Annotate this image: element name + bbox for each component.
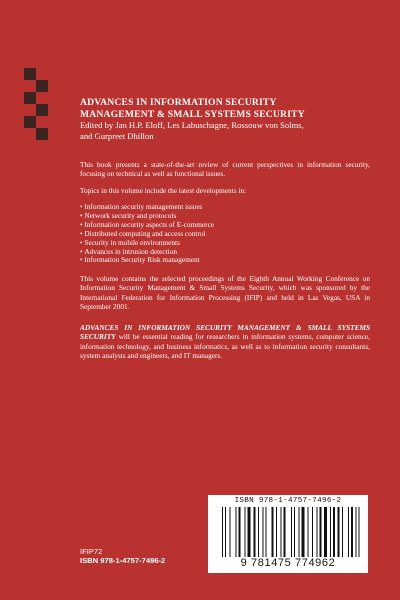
decor-square	[36, 104, 48, 116]
barcode-digits-left: 781475	[251, 557, 292, 569]
barcode-bar	[356, 507, 357, 557]
closing-text: will be essential reading for researchers in information systems, computer science, information technology, and business informatics, as well as to information security consultants, system analysts and engineers, and IT managers.	[80, 332, 370, 360]
decor-square	[24, 92, 36, 104]
barcode-bar	[248, 507, 251, 557]
barcode-bar	[308, 507, 309, 557]
barcode-bar	[317, 507, 318, 557]
barcode-digit-first: 9	[240, 557, 248, 569]
topics-intro: Topics in this volume include the latest developments in:	[80, 186, 247, 195]
intro-paragraph: This book presents a state-of-the-art review of current perspectives in information security, focusing on technical as well as functional issues.	[80, 160, 370, 179]
barcode-bar	[254, 507, 256, 557]
book-title-line: ADVANCES IN INFORMATION SECURITY	[80, 97, 277, 108]
barcode-bars	[220, 507, 360, 557]
barcode-bar	[281, 507, 282, 557]
barcode-bar	[284, 507, 286, 557]
closing-paragraph	[80, 323, 370, 360]
barcode-bar	[263, 507, 264, 557]
isbn-number: ISBN 978-1-4757-7496-2	[80, 556, 166, 565]
barcode-bar	[342, 507, 343, 557]
barcode-bar	[272, 507, 274, 557]
barcode-bar	[299, 507, 300, 557]
barcode-bar	[312, 507, 313, 557]
barcode-bar	[302, 507, 305, 557]
book-title-line: MANAGEMENT & SMALL SYSTEMS SECURITY	[80, 108, 305, 120]
topic-item: • Network security and protocols	[80, 212, 214, 221]
barcode-bar	[236, 507, 237, 557]
decor-square	[36, 128, 48, 140]
topic-item: • Distributed computing and access control	[80, 230, 214, 239]
barcode-bar	[258, 507, 259, 557]
closing-title: ADVANCES IN INFORMATION SECURITY MANAGEMENT & SMALL SYSTEMS SECURITY	[80, 323, 370, 342]
barcode-bar	[294, 507, 295, 557]
barcode-digits-right: 774962	[295, 557, 336, 569]
book-title	[80, 97, 380, 120]
topic-item: • Security in mobile environments	[80, 239, 214, 248]
barcode-bar	[333, 507, 335, 557]
barcode-bar	[276, 507, 277, 557]
decor-square	[36, 80, 48, 92]
barcode-bar	[225, 507, 226, 557]
topic-item: • Information security management issues	[80, 203, 214, 212]
decor-square	[24, 68, 36, 80]
topics-list	[80, 203, 214, 265]
series-code: IFIP72	[80, 547, 103, 556]
barcode-bar	[239, 507, 241, 557]
barcode-bar	[230, 507, 231, 557]
barcode-bar	[338, 507, 340, 557]
barcode-bar	[330, 507, 331, 557]
barcode-digits	[212, 557, 364, 570]
barcode-bar	[348, 507, 349, 557]
barcode-bar	[222, 507, 223, 557]
barcode-bar	[266, 507, 267, 557]
editors-line: and Gurpreet Dhillon	[80, 131, 154, 141]
editors	[80, 120, 380, 142]
barcode-bar	[359, 507, 360, 557]
barcode-bar	[320, 507, 322, 557]
barcode-bar	[291, 507, 292, 557]
barcode-bar	[324, 507, 327, 557]
barcode-bar	[351, 507, 353, 557]
topic-item: • Information security aspects of E-commerce	[80, 221, 214, 230]
topic-item: • Information Security Risk management	[80, 256, 214, 265]
barcode-isbn-label: ISBN 978-1-4757-7496-2	[234, 497, 342, 505]
editors-line: Edited by Jan H.P. Eloff, Les Labuschagne, Rossouw von Solms,	[80, 120, 304, 130]
barcode-bar	[245, 507, 246, 557]
decor-square	[24, 116, 36, 128]
topic-item: • Advances in intrusion detection	[80, 248, 214, 257]
volume-paragraph: This volume contains the selected proceedings of the Eighth Annual Working Conference on Information Security Management & Small Systems Security, which was sponsored by the International Federation for Information Processing (IFIP) and held in Las Vegas, USA in September 2001.	[80, 274, 370, 311]
barcode	[208, 495, 368, 573]
